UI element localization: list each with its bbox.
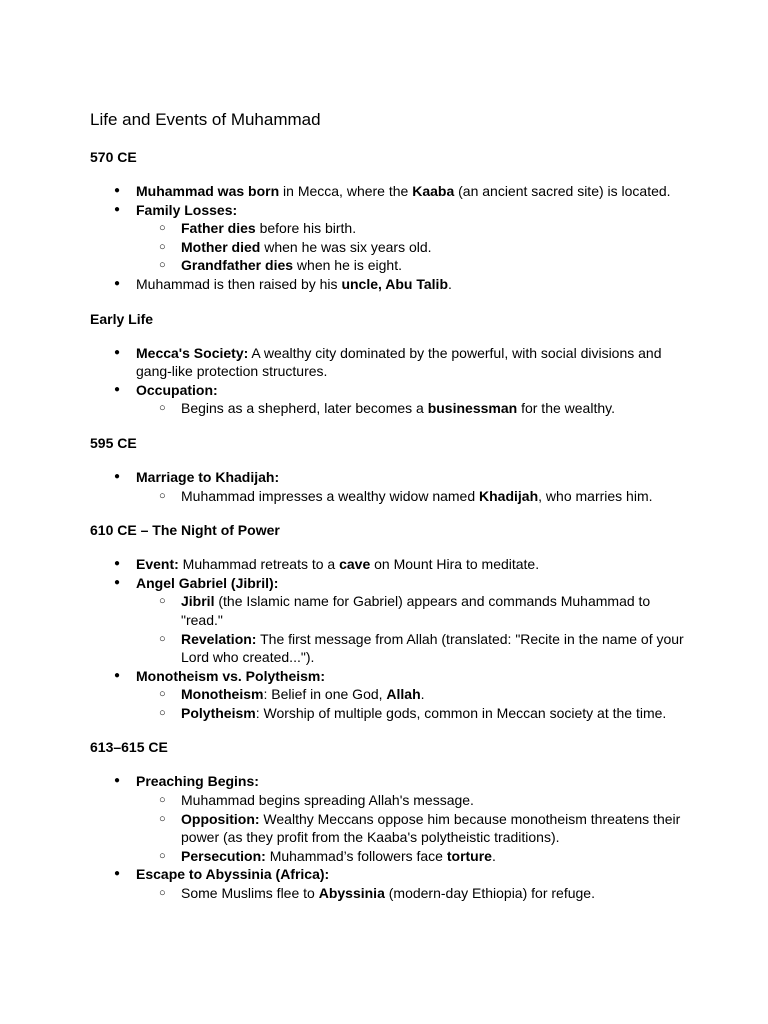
text-run: Muhammad’s followers face: [265, 847, 447, 864]
text-run: Muhammad retreats to a: [178, 556, 340, 573]
list-item: [136, 275, 688, 294]
text-run: Wealthy Meccans oppose him because monotheism threatens their power (as they profit from the Kaaba's polytheistic traditions).: [181, 810, 681, 846]
bold-term: Preaching Begins:: [136, 773, 259, 790]
sub-list-item: [181, 847, 688, 866]
sub-list-item: [181, 592, 688, 629]
sub-bullet-list: [136, 219, 688, 275]
list-item: [136, 381, 688, 418]
text-run: on Mount Hira to meditate.: [370, 556, 540, 573]
list-item: [136, 865, 688, 902]
list-item: [136, 201, 688, 275]
text-run: : Worship of multiple gods, common in Meccan society at the time.: [255, 704, 667, 721]
bold-term: Opposition:: [181, 810, 260, 827]
sub-list-item: [181, 219, 688, 238]
bold-term: Occupation:: [136, 381, 218, 398]
text-run: when he is eight.: [293, 257, 402, 274]
bold-term: Khadijah: [479, 487, 539, 504]
text-run: (modern-day Ethiopia) for refuge.: [384, 885, 595, 902]
list-item: [136, 182, 688, 201]
section-heading: 595 CE: [90, 434, 137, 451]
sub-list-item: [181, 704, 688, 723]
list-item: [136, 772, 688, 865]
sub-list-item: [181, 256, 688, 275]
bold-term: businessman: [427, 400, 518, 417]
text-run: .: [448, 275, 452, 292]
sub-list-item: [181, 487, 688, 506]
sub-bullet-list: [136, 399, 688, 418]
bold-term: Polytheism: [181, 704, 256, 721]
sub-list-item: [181, 399, 688, 418]
text-run: in Mecca, where the: [279, 183, 413, 199]
text-run: (an ancient sacred site) is located.: [454, 183, 671, 199]
bold-term: Mecca's Society:: [136, 344, 249, 361]
sub-list-item: [181, 884, 688, 903]
bold-term: uncle, Abu Talib: [341, 275, 448, 292]
document-title: Life and Events of Muhammad: [90, 110, 321, 129]
bold-term: Father dies: [181, 220, 256, 237]
list-item: [136, 555, 688, 574]
bold-term: Marriage to Khadijah:: [136, 468, 280, 485]
text-run: Some Muslims flee to: [181, 885, 319, 902]
list-item: [136, 468, 688, 505]
bold-term: Monotheism: [181, 686, 264, 703]
bold-term: Persecution:: [181, 847, 266, 864]
bold-term: Allah: [386, 686, 421, 703]
list-item: [136, 574, 688, 667]
sub-bullet-list: [136, 791, 688, 865]
bold-term: Abyssinia: [318, 885, 385, 902]
text-run: Begins as a shepherd, later becomes a: [181, 400, 428, 417]
list-item: [136, 344, 688, 381]
list-item: [136, 667, 688, 723]
bullet-list: [90, 344, 688, 418]
text-run: when he was six years old.: [260, 238, 432, 255]
bold-term: Angel Gabriel (Jibril):: [136, 574, 279, 591]
text-run: Muhammad is then raised by his: [136, 275, 342, 292]
bold-term: Revelation:: [181, 630, 257, 647]
document-body: [90, 147, 688, 903]
text-run: .: [420, 686, 425, 703]
bold-term: Escape to Abyssinia (Africa):: [136, 866, 330, 883]
text-run: (the Islamic name for Gabriel) appears and commands Muhammad to "read.": [181, 593, 651, 628]
bold-term: Kaaba: [412, 183, 455, 199]
sub-list-item: [181, 238, 688, 257]
bullet-list: [90, 182, 688, 294]
text-run: for the wealthy.: [517, 400, 615, 417]
section-heading: 570 CE: [90, 149, 137, 165]
section-heading: Early Life: [90, 310, 154, 327]
bold-term: Event:: [136, 556, 179, 573]
sub-bullet-list: [136, 592, 688, 666]
bold-term: Grandfather dies: [181, 257, 294, 274]
bold-term: torture: [446, 847, 492, 864]
text-run: before his birth.: [255, 220, 357, 237]
bold-term: cave: [339, 556, 371, 573]
sub-list-item: [181, 685, 688, 704]
sub-bullet-list: [136, 884, 688, 903]
bold-term: Monotheism vs. Polytheism:: [136, 667, 326, 684]
bullet-list: [90, 772, 688, 902]
text-run: A wealthy city dominated by the powerful, with social divisions and gang-like protection structures.: [136, 344, 662, 380]
section-heading: 610 CE – The Night of Power: [90, 522, 280, 539]
sub-bullet-list: [136, 487, 688, 506]
section-heading: 613–615 CE: [90, 739, 168, 756]
sub-bullet-list: [136, 685, 688, 722]
text-run: Muhammad impresses a wealthy widow named: [181, 487, 480, 504]
bold-term: Mother died: [181, 238, 261, 255]
bullet-list: [90, 555, 688, 722]
bold-term: Family Losses:: [136, 201, 238, 218]
text-run: , who marries him.: [538, 487, 653, 504]
text-run: Muhammad begins spreading Allah's message.: [181, 792, 474, 809]
sub-list-item: [181, 810, 688, 847]
bold-term: Jibril: [181, 593, 215, 610]
bullet-list: [90, 468, 688, 505]
text-run: .: [491, 847, 496, 864]
sub-list-item: [181, 791, 688, 810]
sub-list-item: [181, 630, 688, 667]
text-run: The first message from Allah (translated: "Recite in the name of your Lord who created...").: [181, 630, 684, 666]
text-run: : Belief in one God,: [263, 686, 387, 703]
bold-term: Muhammad was born: [136, 183, 280, 199]
